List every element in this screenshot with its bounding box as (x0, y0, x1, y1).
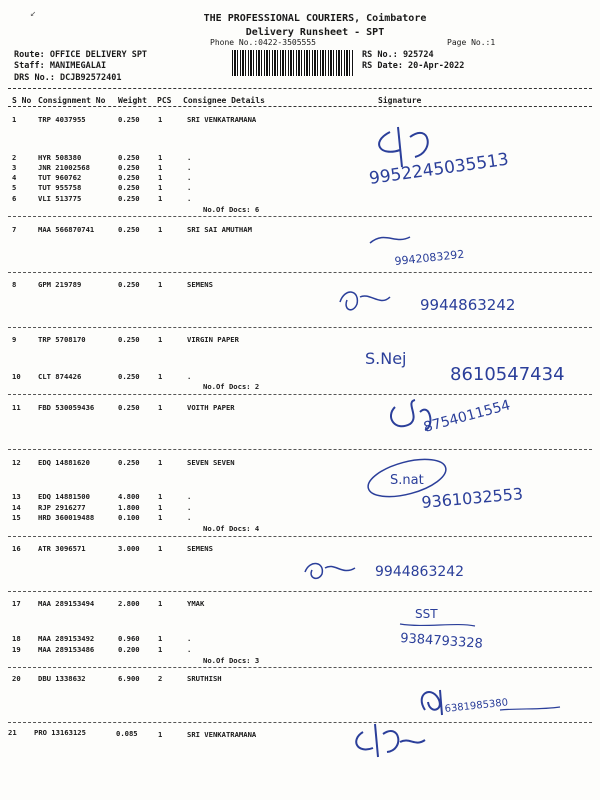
consignment-no: RJP 2916277 (38, 503, 86, 512)
sno: 6 (12, 194, 17, 203)
consignee: . (187, 634, 192, 643)
sno: 7 (12, 225, 17, 234)
phone-number: Phone No.:0422-3505555 (210, 38, 316, 47)
sno: 17 (12, 599, 21, 608)
sno: 9 (12, 335, 17, 344)
weight: 0.100 (118, 513, 140, 522)
weight: 0.250 (118, 458, 140, 467)
weight: 0.250 (118, 115, 140, 124)
sno: 8 (12, 280, 17, 289)
consignee: SRI VENKATRAMANA (187, 730, 257, 739)
pcs: 1 (158, 372, 163, 381)
pcs: 1 (158, 645, 163, 654)
barcode-icon (232, 50, 354, 76)
weight: 0.250 (118, 280, 140, 289)
divider (8, 591, 592, 592)
sno: 11 (12, 403, 21, 412)
weight: 0.085 (116, 729, 138, 738)
consignee: SEMENS (187, 280, 213, 289)
consignment-no: TUT 960762 (38, 173, 82, 182)
weight: 0.250 (118, 225, 140, 234)
weight: 0.250 (118, 153, 140, 162)
pcs: 1 (158, 225, 163, 234)
handwritten-phone: 6381985380 (444, 697, 509, 715)
weight: 1.800 (118, 503, 140, 512)
weight: 2.800 (118, 599, 140, 608)
col-pcs: PCS (157, 96, 172, 105)
handwritten-phone: 8754011554 (421, 397, 513, 436)
weight: 3.000 (118, 544, 140, 553)
pcs: 1 (158, 153, 163, 162)
signature-17 (395, 600, 545, 655)
consignee: . (187, 372, 192, 381)
sno: 16 (12, 544, 21, 553)
consignee: . (187, 183, 192, 192)
consignee: SEVEN SEVEN (187, 458, 235, 467)
weight: 0.250 (118, 403, 140, 412)
docs-count: No.Of Docs: 6 (203, 205, 260, 214)
handwritten-phone: 9944863242 (375, 564, 465, 580)
signature-1 (360, 112, 530, 197)
consignment-no: MAA 566870741 (38, 225, 95, 234)
pcs: 1 (158, 403, 163, 412)
pcs: 1 (158, 544, 163, 553)
weight: 6.900 (118, 674, 140, 683)
pcs: 1 (158, 335, 163, 344)
sno: 5 (12, 183, 17, 192)
company-name: THE PROFESSIONAL COURIERS, Coimbatore (203, 13, 427, 24)
col-consignment: Consignment No (38, 96, 106, 105)
consignment-no: TUT 955758 (38, 183, 82, 192)
sno: 3 (12, 163, 17, 172)
consignment-no: MAA 289153486 (38, 645, 95, 654)
weight: 0.250 (118, 173, 140, 182)
runsheet-title: Delivery Runsheet - SPT (245, 27, 385, 38)
consignment-no: MAA 289153492 (38, 634, 95, 643)
sno: 14 (12, 503, 21, 512)
sno: 1 (12, 115, 17, 124)
weight: 4.800 (118, 492, 140, 501)
sno: 21 (8, 728, 17, 737)
pcs: 1 (158, 634, 163, 643)
consignment-no: EDQ 14881500 (38, 492, 90, 501)
divider (8, 88, 592, 89)
pcs: 1 (158, 163, 163, 172)
docs-count: No.Of Docs: 3 (203, 656, 260, 665)
consignee: SRI VENKATRAMANA (187, 115, 257, 124)
sno: 4 (12, 173, 17, 182)
drs-number: DRS No.: DCJB92572401 (14, 73, 122, 83)
pcs: 1 (158, 115, 163, 124)
consignee: . (187, 153, 192, 162)
handwritten-phone: 9944863242 (420, 296, 516, 314)
sno: 19 (12, 645, 21, 654)
consignee: . (187, 492, 192, 501)
consignee: VOITH PAPER (187, 403, 235, 412)
consignment-no: ATR 3096571 (38, 544, 86, 553)
divider (8, 327, 592, 328)
consignment-no: EDQ 14881620 (38, 458, 90, 467)
pcs: 1 (158, 599, 163, 608)
consignment-no: TRP 4037955 (38, 115, 86, 124)
pcs: 1 (158, 513, 163, 522)
col-signature: Signature (378, 96, 422, 105)
consignment-no: JNR 21002568 (38, 163, 90, 172)
rs-number: RS No.: 925724 (362, 50, 434, 60)
consignee: SRI SAI AMUTHAM (187, 225, 252, 234)
consignment-no: TRP 5708170 (38, 335, 86, 344)
weight: 0.960 (118, 634, 140, 643)
handwritten-name: S.nat (390, 473, 424, 488)
handwritten-phone: 8610547434 (450, 364, 565, 385)
signature-9 (365, 342, 600, 392)
sno: 2 (12, 153, 17, 162)
consignee: . (187, 645, 192, 654)
consignment-no: HRD 360019488 (38, 513, 95, 522)
sno: 20 (12, 674, 21, 683)
sno: 18 (12, 634, 21, 643)
consignment-no: GPM 219789 (38, 280, 82, 289)
signature-11 (380, 392, 550, 452)
consignee: SEMENS (187, 544, 213, 553)
consignment-no: MAA 289153494 (38, 599, 95, 608)
pcs: 1 (158, 492, 163, 501)
pcs: 2 (158, 674, 163, 683)
divider (8, 216, 592, 217)
consignee: VIRGIN PAPER (187, 335, 239, 344)
consignment-no: FBD 530059436 (38, 403, 95, 412)
consignee: . (187, 194, 192, 203)
handwritten-name: SST (415, 607, 438, 621)
consignee: SRUTHISH (187, 674, 222, 683)
route: Route: OFFICE DELIVERY SPT (14, 50, 148, 60)
pcs: 1 (158, 173, 163, 182)
handwritten-name: S.Nej (365, 349, 407, 368)
divider (8, 667, 592, 668)
rs-date: RS Date: 20-Apr-2022 (362, 61, 465, 71)
weight: 0.250 (118, 163, 140, 172)
sno: 15 (12, 513, 21, 522)
col-consignee: Consignee Details (183, 96, 265, 105)
sno: 10 (12, 372, 21, 381)
company-title (150, 12, 480, 40)
docs-count: No.Of Docs: 4 (203, 524, 260, 533)
weight: 0.250 (118, 194, 140, 203)
pcs: 1 (158, 183, 163, 192)
docs-count: No.Of Docs: 2 (203, 382, 260, 391)
weight: 0.250 (118, 183, 140, 192)
signature-8 (335, 282, 555, 322)
consignment-no: HYR 508380 (38, 153, 82, 162)
handwritten-phone: 9942083292 (393, 247, 465, 268)
signature-21 (345, 712, 435, 762)
pcs: 1 (158, 458, 163, 467)
weight: 0.250 (118, 372, 140, 381)
page-number: Page No.:1 (447, 38, 496, 47)
col-weight: Weight (118, 96, 147, 105)
signature-16 (300, 554, 530, 584)
consignee: YMAK (187, 599, 205, 608)
divider (8, 106, 592, 107)
consignee: . (187, 503, 192, 512)
handwritten-phone: 9384793328 (399, 631, 484, 652)
consignee: . (187, 163, 192, 172)
consignment-no: DBU 1338632 (38, 674, 86, 683)
col-sno: S No (12, 96, 32, 105)
pcs: 1 (158, 280, 163, 289)
consignment-no: CLT 874426 (38, 372, 82, 381)
pcs: 1 (158, 194, 163, 203)
weight: 0.200 (118, 645, 140, 654)
pcs: 1 (158, 730, 163, 739)
sno: 13 (12, 492, 21, 501)
consignee: . (187, 173, 192, 182)
pcs: 1 (158, 503, 163, 512)
signature-7 (365, 225, 515, 275)
consignment-no: VLI 513775 (38, 194, 82, 203)
consignee: . (187, 513, 192, 522)
divider (8, 536, 592, 537)
staff: Staff: MANIMEGALAI (14, 61, 107, 71)
pen-mark-icon: ↙ (30, 8, 37, 19)
consignment-no: PRO 13163125 (34, 728, 86, 737)
signature-12 (362, 456, 562, 516)
handwritten-phone: 9361032553 (420, 484, 524, 512)
sno: 12 (12, 458, 21, 467)
handwritten-phone: 9952245035513 (367, 149, 510, 189)
weight: 0.250 (118, 335, 140, 344)
